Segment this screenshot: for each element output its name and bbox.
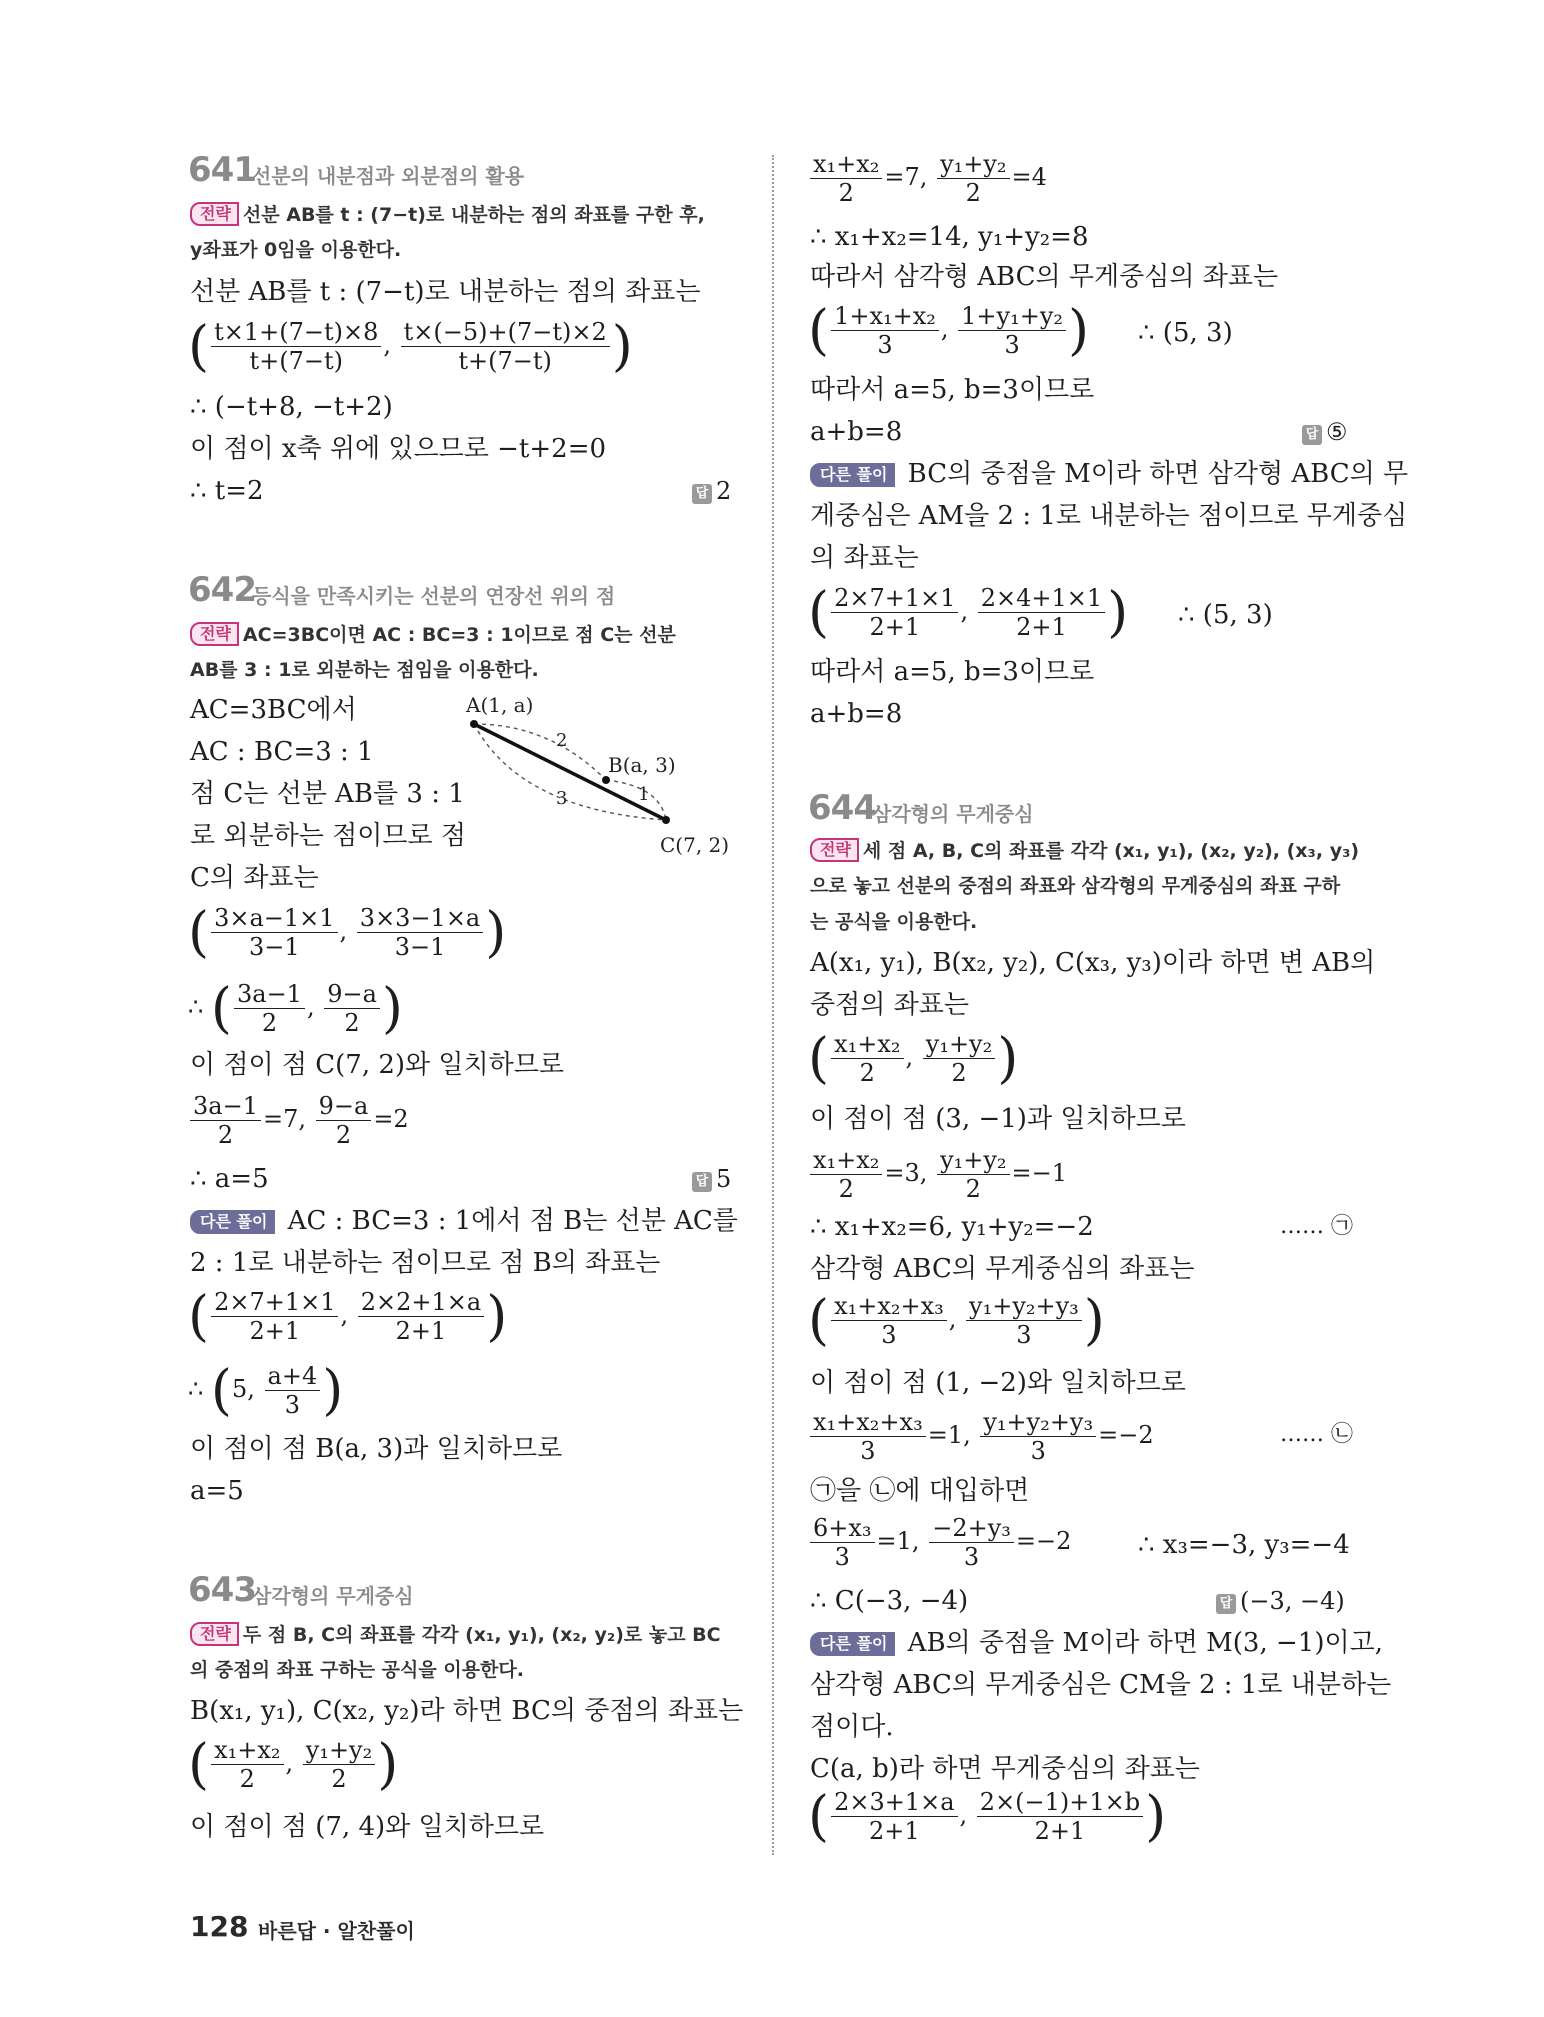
page-number: 128: [190, 1910, 249, 1943]
solution-line: 따라서 a=5, b=3이므로: [810, 657, 1095, 687]
ratio-label: 3: [556, 788, 568, 809]
denominator: t+(7−t): [249, 347, 343, 375]
denominator: 2: [838, 179, 854, 207]
equation-part: =2: [373, 1105, 409, 1133]
strategy-line: [810, 838, 1359, 863]
problem-title: 삼각형의 무게중심: [252, 1584, 414, 1608]
strategy-line: [190, 202, 705, 227]
strategy-tag: 전략: [190, 622, 239, 646]
denominator: 3: [834, 1543, 850, 1571]
denominator: 3: [1004, 331, 1020, 359]
problem-number: 643: [188, 1570, 256, 1610]
numerator: 2×2+1×a: [358, 1288, 484, 1317]
numerator: 9−a: [316, 1092, 372, 1121]
fraction-expression: ( $\frac{3\times a-1\times 1}{3-1}$ , $\frac{3\times 3-1\times a}{3-1}$ ): [188, 900, 507, 964]
equation-marker: …… ㉡: [1280, 1422, 1353, 1447]
solution-line: 따라서 a=5, b=3이므로: [810, 375, 1095, 405]
point-c-label: C(7, 2): [660, 833, 730, 857]
alt-solution-text: AB의 중점을 M이라 하면 M(3, −1)이고,: [907, 1628, 1383, 1658]
denominator: 3: [963, 1543, 980, 1571]
answer-value: 2: [716, 477, 732, 505]
strategy-text: 세 점 A, B, C의 좌표를 각각 (x₁, y₁), (x₂, y₂), (x₃, y₃): [862, 840, 1360, 862]
strategy-line: [190, 1622, 721, 1647]
equation-part: =1,: [876, 1527, 920, 1555]
ratio-label: 2: [556, 730, 568, 751]
solution-line: 이 점이 x축 위에 있으므로 −t+2=0: [190, 434, 607, 464]
numerator: x₁+x₂: [211, 1736, 283, 1765]
denominator: 2+1: [868, 1817, 920, 1845]
numerator: a+4: [265, 1362, 321, 1391]
numerator: x₁+x₂: [810, 1146, 882, 1175]
strategy-line: AB를 3 : 1로 외분하는 점임을 이용한다.: [190, 659, 539, 681]
answer: [1216, 1586, 1345, 1616]
problem-title: 선분의 내분점과 외분점의 활용: [252, 164, 525, 188]
solution-line: C의 좌표는: [190, 863, 319, 893]
denominator: 2+1: [395, 1317, 447, 1345]
solution-line: 따라서 삼각형 ABC의 무게중심의 좌표는: [810, 262, 1279, 292]
solution-line: 이 점이 점 C(7, 2)와 일치하므로: [190, 1050, 565, 1080]
fraction-expression: ( $\frac{\text{1+x₁+x₂}}{3}$ , $\frac{\text{1+y₁+y₂}}{3}$ ): [808, 298, 1090, 362]
alt-solution-tag: 다른 풀이: [810, 1632, 895, 1656]
fraction-expression: [808, 1408, 1154, 1465]
fraction-expression: ∴ (5, $\frac{a+4}{3}$ ): [188, 1358, 344, 1422]
numerator: 2×7+1×1: [211, 1288, 338, 1317]
strategy-line: [190, 622, 676, 647]
denominator: 2: [344, 1009, 360, 1037]
alt-solution-line: [190, 1206, 738, 1236]
solution-line: 선분 AB를 t : (7−t)로 내분하는 점의 좌표는: [190, 277, 701, 307]
denominator: 2: [217, 1121, 234, 1149]
strategy-tag: 전략: [190, 1622, 239, 1646]
answer: [692, 1164, 731, 1194]
numerator: y₁+y₂: [937, 150, 1009, 179]
solution-line: ∴ a=5: [190, 1164, 269, 1194]
numerator: 2×3+1×a: [831, 1788, 957, 1817]
strategy-tag: 전략: [810, 838, 859, 862]
alt-solution-tag: 다른 풀이: [190, 1210, 275, 1234]
numerator: t×(−5)+(7−t)×2: [401, 318, 610, 347]
denominator: 2: [331, 1765, 347, 1793]
problem-title: 등식을 만족시키는 선분의 연장선 위의 점: [252, 584, 616, 608]
solution-line: ∴ (5, 3): [1178, 600, 1273, 630]
denominator: 3: [284, 1391, 301, 1419]
numerator: 3×3−1×a: [357, 904, 483, 933]
strategy-line: 으로 놓고 선분의 중점의 좌표와 삼각형의 무게중심의 좌표 구하: [810, 875, 1341, 897]
equation-part: =−2: [1015, 1527, 1072, 1555]
alt-solution-line: C(a, b)라 하면 무게중심의 좌표는: [810, 1754, 1200, 1784]
solution-line: A(x₁, y₁), B(x₂, y₂), C(x₃, y₃)이라 하면 변 AB의: [810, 948, 1376, 978]
fraction-expression: [808, 150, 1047, 207]
denominator: 2: [859, 1059, 875, 1087]
point-a-label: A(1, a): [466, 693, 534, 717]
numerator: 3a−1: [234, 980, 305, 1009]
denominator: 3−1: [394, 933, 446, 961]
solution-line: ∴ x₁+x₂=6, y₁+y₂=−2: [810, 1212, 1094, 1242]
strategy-line: y좌표가 0임을 이용한다.: [190, 239, 402, 261]
alt-solution-text: BC의 중점을 M이라 하면 삼각형 ABC의 무: [907, 459, 1409, 489]
solution-line: a+b=8: [810, 699, 903, 729]
alt-solution-line: 이 점이 점 B(a, 3)과 일치하므로: [190, 1434, 563, 1464]
fraction-expression: [808, 1514, 1071, 1571]
denominator: 2+1: [249, 1317, 301, 1345]
answer-tag: 답: [1216, 1594, 1236, 1614]
numerator: 2×7+1×1: [831, 584, 958, 613]
numerator: 6+x₃: [810, 1514, 875, 1543]
strategy-text: AC=3BC이면 AC : BC=3 : 1이므로 점 C는 선분: [242, 624, 676, 646]
denominator: 2+1: [1034, 1817, 1086, 1845]
denominator: 3: [860, 1437, 876, 1465]
denominator: 2: [261, 1009, 278, 1037]
denominator: 2: [965, 1175, 981, 1203]
strategy-tag: 전략: [190, 202, 239, 226]
fraction-expression: ( $\frac{\text{x₁+x₂}}{2}$ , $\frac{\text{y₁+y₂}}{2}$ ): [808, 1026, 1019, 1090]
fraction-expression: ( $\frac{\text{x₁+x₂}}{2}$ , $\frac{\text{y₁+y₂}}{2}$ ): [188, 1732, 399, 1796]
equation-part: =1,: [927, 1421, 971, 1449]
strategy-text: 두 점 B, C의 좌표를 각각 (x₁, y₁), (x₂, y₂)로 놓고 BC: [242, 1624, 721, 1646]
answer-value: (−3, −4): [1240, 1587, 1345, 1615]
solution-line: ∴ (−t+8, −t+2): [190, 392, 393, 422]
equation-part: =−2: [1098, 1421, 1154, 1449]
solution-line: B(x₁, y₁), C(x₂, y₂)라 하면 BC의 중점의 좌표는: [190, 1696, 744, 1726]
numerator: 1+x₁+x₂: [831, 302, 939, 331]
solution-line: 이 점이 점 (1, −2)와 일치하므로: [810, 1368, 1186, 1398]
strategy-line: 의 중점의 좌표 구하는 공식을 이용한다.: [190, 1659, 524, 1681]
numerator: 3a−1: [190, 1092, 261, 1121]
answer: [1302, 417, 1348, 447]
denominator: 3−1: [248, 933, 300, 961]
fraction-expression: ∴ ( $\frac{3a-1}{2}$ , $\frac{9-a}{2}$ ): [188, 976, 403, 1040]
denominator: 3: [1030, 1437, 1046, 1465]
problem-title: 삼각형의 무게중심: [872, 802, 1034, 826]
alt-solution-tag: 다른 풀이: [810, 463, 895, 487]
strategy-line: 는 공식을 이용한다.: [810, 911, 978, 933]
solution-line: 이 점이 점 (3, −1)과 일치하므로: [810, 1104, 1186, 1134]
numerator: 3×a−1×1: [211, 904, 337, 933]
fraction-expression: [808, 1146, 1067, 1203]
segment-diagram: [460, 690, 750, 860]
answer-tag: 답: [692, 1172, 712, 1192]
denominator: 2: [838, 1175, 854, 1203]
numerator: y₁+y₂: [937, 1146, 1009, 1175]
denominator: 3: [1016, 1321, 1032, 1349]
numerator: x₁+x₂: [810, 150, 882, 179]
alt-solution-text: AC : BC=3 : 1에서 점 B는 선분 AC를: [287, 1206, 738, 1236]
numerator: 2×4+1×1: [978, 584, 1105, 613]
coordinate-part: 5,: [231, 1375, 255, 1403]
answer-tag: 답: [692, 484, 712, 504]
fraction-expression: [188, 1092, 409, 1149]
denominator: 2: [335, 1121, 352, 1149]
solution-line: 삼각형 ABC의 무게중심의 좌표는: [810, 1254, 1195, 1284]
equation-part: =7,: [262, 1105, 306, 1133]
numerator: −2+y₃: [929, 1514, 1014, 1543]
solution-line: ∴ (5, 3): [1138, 318, 1233, 348]
fraction-expression: ( $\frac{\text{x₁+x₂+x₃}}{3}$ , $\frac{\text{y₁+y₂+y₃}}{3}$ ): [808, 1288, 1105, 1352]
numerator: 2×(−1)+1×b: [977, 1788, 1143, 1817]
solution-line: ㉠을 ㉡에 대입하면: [810, 1476, 1030, 1506]
solution-line: ∴ C(−3, −4): [810, 1586, 969, 1616]
denominator: t+(7−t): [458, 347, 552, 375]
solution-line: AC : BC=3 : 1: [190, 737, 374, 767]
numerator: y₁+y₂: [303, 1736, 375, 1765]
alt-solution-line: 점이다.: [810, 1712, 894, 1742]
problem-number: 641: [188, 150, 256, 190]
solution-line: ∴ t=2: [190, 476, 264, 506]
equation-part: =4: [1011, 163, 1047, 191]
solution-line: ∴ x₃=−3, y₃=−4: [1138, 1530, 1350, 1560]
numerator: 1+y₁+y₂: [958, 302, 1066, 331]
answer-value: 5: [716, 1165, 732, 1193]
solution-line: 점 C는 선분 AB를 3 : 1: [190, 779, 465, 809]
point-b-label: B(a, 3): [608, 753, 676, 777]
denominator: 2: [965, 179, 981, 207]
equation-part: =3,: [884, 1159, 928, 1187]
equation-part: =−1: [1011, 1159, 1068, 1187]
solution-line: 중점의 좌표는: [810, 990, 969, 1020]
solution-line: 이 점이 점 (7, 4)와 일치하므로: [190, 1812, 545, 1842]
numerator: x₁+x₂+x₃: [831, 1292, 947, 1321]
answer-tag: 답: [1302, 425, 1322, 445]
denominator: 2: [951, 1059, 967, 1087]
fraction-expression: ( $\frac{2\times 7+1\times 1}{2+1}$ , $\frac{2\times 4+1\times 1}{2+1}$ ): [808, 580, 1129, 644]
answer: [692, 476, 731, 506]
alt-solution-line: a=5: [190, 1476, 244, 1506]
equation-part: =7,: [884, 163, 928, 191]
solution-line: a+b=8: [810, 417, 903, 447]
denominator: 2+1: [1016, 613, 1067, 641]
numerator: x₁+x₂+x₃: [810, 1408, 926, 1437]
denominator: 3: [881, 1321, 897, 1349]
numerator: 9−a: [324, 980, 380, 1009]
solution-line: 로 외분하는 점이므로 점: [190, 821, 466, 851]
answer-value: ⑤: [1326, 418, 1348, 446]
strategy-text: 선분 AB를 t : (7−t)로 내분하는 점의 좌표를 구한 후,: [242, 204, 705, 226]
fraction-expression: ( $\frac{t\times 1+(7-t)\times 8}{t+(7-t)}$ , $\frac{t\times(-5)+(7-t)\times 2}{t+(7-t)}$ ): [188, 314, 633, 378]
numerator: t×1+(7−t)×8: [211, 318, 381, 347]
alt-solution-line: 2 : 1로 내분하는 점이므로 점 B의 좌표는: [190, 1248, 661, 1278]
ratio-label: 1: [638, 784, 650, 805]
footer-title: 바른답 · 알찬풀이: [258, 1919, 415, 1943]
alt-solution-line: [810, 459, 1408, 489]
alt-solution-line: 삼각형 ABC의 무게중심은 CM을 2 : 1로 내분하는: [810, 1670, 1392, 1700]
solution-line: ∴ x₁+x₂=14, y₁+y₂=8: [810, 222, 1089, 252]
numerator: y₁+y₂+y₃: [966, 1292, 1082, 1321]
alt-solution-line: 게중심은 AM을 2 : 1로 내분하는 점이므로 무게중심: [810, 501, 1408, 531]
alt-solution-line: [810, 1628, 1383, 1658]
numerator: y₁+y₂+y₃: [980, 1408, 1096, 1437]
problem-number: 642: [188, 570, 256, 610]
denominator: 2: [239, 1765, 255, 1793]
solution-line: AC=3BC에서: [190, 695, 357, 725]
problem-number: 644: [808, 788, 876, 828]
fraction-expression: ( $\frac{2\times 3+1\times a}{2+1}$ , $\frac{2\times(-1)+1\times b}{2+1}$ ): [808, 1784, 1167, 1848]
fraction-expression: ( $\frac{2\times 7+1\times 1}{2+1}$ , $\frac{2\times 2+1\times a}{2+1}$ ): [188, 1284, 508, 1348]
alt-solution-line: 의 좌표는: [810, 543, 919, 573]
denominator: 2+1: [869, 613, 921, 641]
denominator: 3: [877, 331, 893, 359]
column-divider: [772, 155, 774, 1855]
equation-marker: …… ㉠: [1280, 1214, 1353, 1239]
numerator: x₁+x₂: [831, 1030, 903, 1059]
numerator: y₁+y₂: [923, 1030, 995, 1059]
